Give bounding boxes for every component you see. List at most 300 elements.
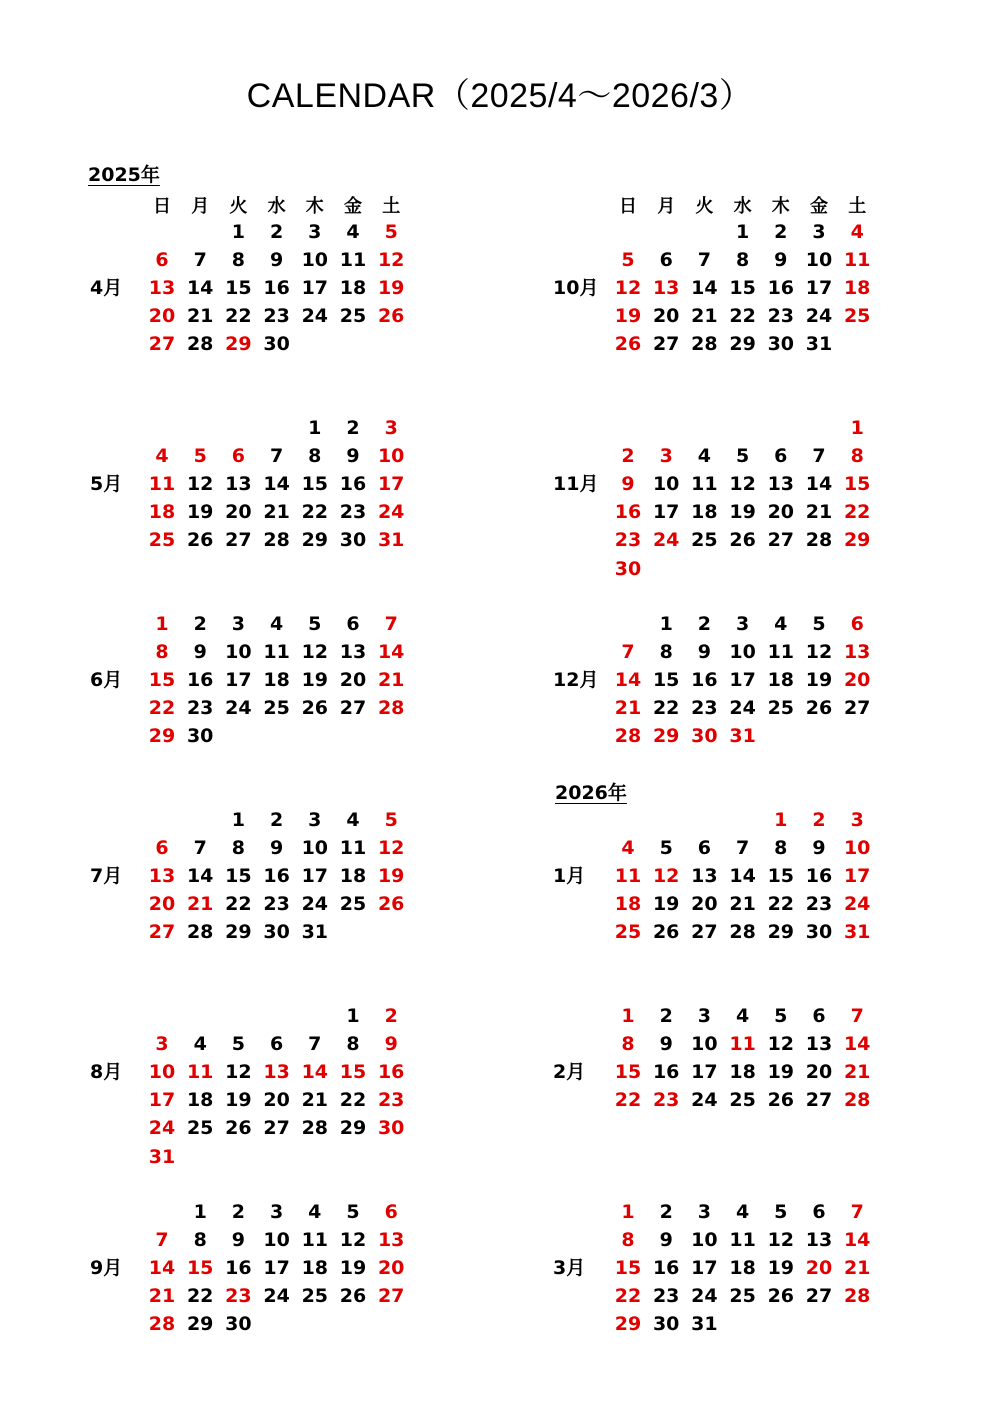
day-cell: 17 (691, 1257, 718, 1280)
day-cell: 17 (263, 1257, 290, 1280)
day-cell: 17 (377, 473, 405, 496)
day-cell: 28 (729, 921, 756, 944)
day-cell: 30 (691, 725, 718, 748)
day-cell: 6 (697, 837, 711, 860)
day-cell: 16 (614, 501, 642, 524)
day-cell: 30 (652, 1313, 680, 1336)
day-cell: 16 (652, 1061, 680, 1084)
weekday-label: 金 (810, 196, 828, 217)
day-cell: 19 (377, 865, 405, 888)
day-cell: 10 (691, 1033, 718, 1056)
day-cell: 23 (652, 1285, 680, 1308)
day-cell: 28 (301, 1117, 329, 1140)
day-cell: 28 (805, 529, 833, 552)
day-cell: 11 (339, 837, 367, 860)
day-cell: 29 (843, 529, 871, 552)
day-cell: 20 (805, 1061, 833, 1084)
day-cell: 5 (384, 221, 398, 243)
month-label: 4月 (90, 277, 123, 300)
month-label: 9月 (90, 1257, 123, 1280)
day-cell: 2 (346, 417, 360, 439)
day-cell: 31 (843, 921, 871, 944)
day-cell: 8 (850, 445, 864, 468)
day-cell: 10 (377, 445, 405, 468)
day-cell: 6 (812, 1005, 826, 1027)
day-cell: 15 (843, 473, 871, 496)
day-cell: 25 (729, 1285, 756, 1308)
day-cell: 25 (614, 921, 642, 944)
day-cell: 20 (148, 305, 176, 328)
day-cell: 17 (301, 865, 329, 888)
day-cell: 27 (843, 697, 871, 720)
day-cell: 28 (148, 1313, 176, 1336)
day-cell: 13 (652, 277, 680, 300)
day-cell: 9 (384, 1033, 398, 1056)
day-cell: 15 (225, 865, 252, 888)
month-label: 3月 (553, 1257, 586, 1280)
day-cell: 13 (691, 865, 718, 888)
day-cell: 21 (805, 501, 833, 524)
day-cell: 13 (377, 1229, 405, 1252)
day-cell: 24 (225, 697, 252, 720)
day-cell: 15 (186, 1257, 214, 1280)
day-cell: 2 (269, 809, 284, 831)
day-cell: 12 (652, 865, 680, 888)
day-cell: 8 (621, 1229, 635, 1252)
day-cell: 24 (729, 697, 756, 720)
day-cell: 25 (691, 529, 718, 552)
day-cell: 22 (614, 1285, 642, 1308)
day-cell: 4 (269, 613, 284, 635)
day-cell: 17 (729, 669, 756, 692)
day-cell: 23 (767, 305, 795, 328)
day-cell: 14 (614, 669, 642, 692)
day-cell: 7 (697, 249, 711, 272)
day-cell: 9 (269, 837, 284, 860)
day-cell: 15 (339, 1061, 367, 1084)
day-cell: 16 (805, 865, 833, 888)
day-cell: 10 (301, 837, 329, 860)
day-cell: 12 (377, 249, 405, 272)
day-cell: 25 (186, 1117, 214, 1140)
day-cell: 5 (346, 1201, 360, 1223)
day-cell: 11 (614, 865, 642, 888)
day-cell: 22 (186, 1285, 214, 1308)
day-cell: 13 (805, 1229, 833, 1252)
day-cell: 9 (697, 641, 711, 664)
day-cell: 3 (155, 1033, 169, 1056)
day-cell: 10 (691, 1229, 718, 1252)
day-cell: 23 (805, 893, 833, 916)
day-cell: 22 (652, 697, 680, 720)
day-cell: 2 (269, 221, 284, 243)
day-cell: 18 (767, 669, 795, 692)
day-cell: 16 (225, 1257, 252, 1280)
day-cell: 3 (308, 221, 322, 243)
day-cell: 20 (339, 669, 367, 692)
day-cell: 29 (339, 1117, 367, 1140)
day-cell: 21 (843, 1061, 871, 1084)
day-cell: 27 (691, 921, 718, 944)
day-cell: 3 (384, 417, 398, 439)
day-cell: 29 (767, 921, 795, 944)
weekday-label: 土 (848, 196, 867, 217)
day-cell: 16 (652, 1257, 680, 1280)
day-cell: 1 (308, 417, 322, 439)
day-cell: 12 (225, 1061, 252, 1084)
day-cell: 21 (729, 893, 756, 916)
month-label: 6月 (90, 669, 123, 692)
day-cell: 1 (346, 1005, 360, 1027)
day-cell: 8 (346, 1033, 360, 1056)
day-cell: 13 (767, 473, 795, 496)
day-cell: 26 (225, 1117, 252, 1140)
day-cell: 26 (729, 529, 756, 552)
day-cell: 6 (155, 249, 169, 272)
day-cell: 11 (843, 249, 871, 272)
day-cell: 10 (225, 641, 252, 664)
day-cell: 5 (621, 249, 635, 272)
day-cell: 17 (301, 277, 329, 300)
day-cell: 18 (186, 1089, 214, 1112)
day-cell: 5 (735, 445, 750, 468)
day-cell: 18 (729, 1257, 756, 1280)
day-cell: 18 (843, 277, 871, 300)
day-cell: 25 (339, 893, 367, 916)
day-cell: 2 (774, 221, 788, 243)
day-cell: 1 (155, 613, 169, 635)
day-cell: 4 (308, 1201, 322, 1223)
day-cell: 9 (346, 445, 360, 468)
day-cell: 9 (659, 1033, 673, 1056)
day-cell: 23 (377, 1089, 405, 1112)
day-cell: 12 (614, 277, 642, 300)
day-cell: 23 (339, 501, 367, 524)
day-cell: 29 (652, 725, 680, 748)
day-cell: 14 (805, 473, 833, 496)
day-cell: 6 (850, 613, 864, 635)
day-cell: 16 (263, 277, 290, 300)
day-cell: 19 (301, 669, 329, 692)
day-cell: 13 (805, 1033, 833, 1056)
day-cell: 22 (225, 305, 252, 328)
day-cell: 12 (729, 473, 756, 496)
day-cell: 24 (301, 305, 329, 328)
day-cell: 16 (767, 277, 795, 300)
day-cell: 5 (384, 809, 398, 831)
day-cell: 7 (155, 1229, 169, 1252)
day-cell: 22 (301, 501, 329, 524)
day-cell: 26 (767, 1089, 795, 1112)
day-cell: 3 (735, 613, 750, 635)
day-cell: 15 (614, 1061, 642, 1084)
day-cell: 25 (767, 697, 795, 720)
day-cell: 2 (231, 1201, 245, 1223)
day-cell: 27 (652, 333, 680, 356)
day-cell: 14 (301, 1061, 329, 1084)
day-cell: 4 (193, 1033, 207, 1056)
day-cell: 30 (263, 333, 290, 356)
day-cell: 7 (735, 837, 750, 860)
day-cell: 5 (774, 1201, 788, 1223)
day-cell: 14 (843, 1229, 871, 1252)
day-cell: 6 (269, 1033, 284, 1056)
day-cell: 11 (691, 473, 718, 496)
day-cell: 24 (652, 529, 680, 552)
day-cell: 24 (301, 893, 329, 916)
day-cell: 18 (691, 501, 718, 524)
day-cell: 1 (659, 613, 673, 635)
day-cell: 21 (148, 1285, 176, 1308)
day-cell: 15 (148, 669, 176, 692)
month-label: 5月 (90, 473, 123, 496)
weekday-label: 水 (267, 196, 286, 217)
day-cell: 20 (377, 1257, 405, 1280)
weekday-label: 金 (344, 196, 362, 217)
day-cell: 13 (843, 641, 871, 664)
day-cell: 9 (193, 641, 207, 664)
day-cell: 5 (812, 613, 826, 635)
day-cell: 29 (225, 921, 252, 944)
day-cell: 22 (729, 305, 756, 328)
day-cell: 4 (735, 1005, 750, 1027)
day-cell: 17 (148, 1089, 176, 1112)
day-cell: 27 (805, 1089, 833, 1112)
day-cell: 27 (339, 697, 367, 720)
day-cell: 6 (231, 445, 245, 468)
day-cell: 4 (155, 445, 169, 468)
day-cell: 28 (614, 725, 642, 748)
day-cell: 20 (767, 501, 795, 524)
day-cell: 14 (148, 1257, 176, 1280)
day-cell: 26 (301, 697, 329, 720)
day-cell: 21 (614, 697, 642, 720)
day-cell: 24 (843, 893, 871, 916)
day-cell: 12 (301, 641, 329, 664)
day-cell: 28 (843, 1089, 871, 1112)
day-cell: 28 (843, 1285, 871, 1308)
day-cell: 30 (377, 1117, 405, 1140)
day-cell: 25 (843, 305, 871, 328)
day-cell: 30 (339, 529, 367, 552)
day-cell: 23 (263, 893, 290, 916)
day-cell: 14 (691, 277, 718, 300)
day-cell: 27 (767, 529, 795, 552)
day-cell: 22 (148, 697, 176, 720)
day-cell: 25 (339, 305, 367, 328)
day-cell: 10 (805, 249, 833, 272)
day-cell: 12 (767, 1229, 795, 1252)
day-cell: 6 (384, 1201, 398, 1223)
day-cell: 19 (225, 1089, 252, 1112)
day-cell: 26 (377, 893, 405, 916)
day-cell: 10 (148, 1061, 176, 1084)
month-label: 1月 (553, 865, 586, 888)
day-cell: 21 (843, 1257, 871, 1280)
day-cell: 22 (225, 893, 252, 916)
weekday-label: 土 (382, 196, 401, 217)
day-cell: 7 (193, 837, 207, 860)
month-label: 2月 (553, 1061, 586, 1084)
day-cell: 7 (850, 1201, 864, 1223)
day-cell: 8 (621, 1033, 635, 1056)
day-cell: 12 (767, 1033, 795, 1056)
day-cell: 19 (729, 501, 756, 524)
day-cell: 27 (805, 1285, 833, 1308)
day-cell: 31 (377, 529, 405, 552)
day-cell: 6 (346, 613, 360, 635)
day-cell: 28 (186, 333, 214, 356)
day-cell: 1 (621, 1201, 635, 1223)
day-cell: 3 (308, 809, 322, 831)
day-cell: 23 (652, 1089, 680, 1112)
day-cell: 31 (148, 1145, 176, 1168)
day-cell: 11 (148, 473, 176, 496)
day-cell: 7 (193, 249, 207, 272)
day-cell: 11 (263, 641, 290, 664)
day-cell: 7 (269, 445, 284, 468)
day-cell: 9 (269, 249, 284, 272)
day-cell: 16 (186, 669, 214, 692)
day-cell: 3 (697, 1005, 711, 1027)
day-cell: 24 (805, 305, 833, 328)
day-cell: 21 (263, 501, 290, 524)
day-cell: 1 (193, 1201, 207, 1223)
day-cell: 20 (225, 501, 252, 524)
day-cell: 30 (805, 921, 833, 944)
day-cell: 11 (767, 641, 795, 664)
day-cell: 25 (263, 697, 290, 720)
day-cell: 12 (377, 837, 405, 860)
day-cell: 10 (263, 1229, 290, 1252)
day-cell: 19 (186, 501, 214, 524)
month-label: 12月 (553, 669, 599, 692)
day-cell: 6 (774, 445, 788, 468)
month-label: 10月 (553, 277, 599, 300)
day-cell: 15 (614, 1257, 642, 1280)
day-cell: 6 (659, 249, 673, 272)
day-cell: 29 (301, 529, 329, 552)
day-cell: 21 (377, 669, 405, 692)
weekday-label: 月 (191, 196, 210, 217)
day-cell: 24 (263, 1285, 290, 1308)
day-cell: 7 (850, 1005, 864, 1027)
day-cell: 13 (339, 641, 367, 664)
weekday-label: 火 (695, 196, 714, 217)
day-cell: 1 (735, 221, 750, 243)
day-cell: 16 (377, 1061, 405, 1084)
day-cell: 27 (225, 529, 252, 552)
day-cell: 3 (659, 445, 673, 468)
day-cell: 4 (621, 837, 635, 860)
day-cell: 11 (301, 1229, 329, 1252)
day-cell: 8 (774, 837, 788, 860)
day-cell: 18 (729, 1061, 756, 1084)
day-cell: 19 (377, 277, 405, 300)
day-cell: 2 (659, 1201, 673, 1223)
day-cell: 2 (384, 1005, 398, 1027)
day-cell: 4 (735, 1201, 750, 1223)
day-cell: 4 (346, 221, 360, 243)
day-cell: 19 (652, 893, 680, 916)
weekday-label: 水 (733, 196, 752, 217)
day-cell: 5 (659, 837, 673, 860)
day-cell: 5 (193, 445, 207, 468)
day-cell: 3 (850, 809, 864, 831)
day-cell: 28 (691, 333, 718, 356)
day-cell: 14 (729, 865, 756, 888)
month-label: 11月 (553, 473, 599, 496)
day-cell: 28 (186, 921, 214, 944)
day-cell: 13 (148, 277, 176, 300)
day-cell: 4 (346, 809, 360, 831)
day-cell: 14 (377, 641, 405, 664)
day-cell: 22 (614, 1089, 642, 1112)
day-cell: 23 (225, 1285, 252, 1308)
day-cell: 4 (774, 613, 788, 635)
day-cell: 27 (148, 921, 176, 944)
day-cell: 8 (308, 445, 322, 468)
day-cell: 26 (339, 1285, 367, 1308)
day-cell: 2 (697, 613, 711, 635)
month-label: 7月 (90, 865, 123, 888)
day-cell: 29 (729, 333, 756, 356)
day-cell: 11 (729, 1033, 756, 1056)
day-cell: 5 (231, 1033, 245, 1056)
day-cell: 28 (263, 529, 290, 552)
day-cell: 13 (263, 1061, 290, 1084)
day-cell: 19 (805, 669, 833, 692)
day-cell: 25 (729, 1089, 756, 1112)
day-cell: 13 (225, 473, 252, 496)
day-cell: 7 (812, 445, 826, 468)
day-cell: 14 (186, 277, 214, 300)
day-cell: 18 (614, 893, 642, 916)
day-cell: 9 (231, 1229, 245, 1252)
day-cell: 8 (735, 249, 750, 272)
day-cell: 18 (301, 1257, 329, 1280)
day-cell: 2 (812, 809, 826, 831)
day-cell: 24 (377, 501, 405, 524)
day-cell: 30 (225, 1313, 252, 1336)
day-cell: 17 (225, 669, 252, 692)
day-cell: 15 (225, 277, 252, 300)
day-cell: 8 (659, 641, 673, 664)
day-cell: 30 (186, 725, 214, 748)
day-cell: 31 (301, 921, 329, 944)
day-cell: 18 (339, 865, 367, 888)
day-cell: 3 (812, 221, 826, 243)
day-cell: 23 (691, 697, 718, 720)
day-cell: 1 (774, 809, 788, 831)
page-title: CALENDAR（2025/4～2026/3） (246, 77, 754, 115)
day-cell: 16 (691, 669, 718, 692)
day-cell: 21 (691, 305, 718, 328)
day-cell: 31 (805, 333, 833, 356)
day-cell: 15 (301, 473, 329, 496)
day-cell: 5 (774, 1005, 788, 1027)
day-cell: 22 (339, 1089, 367, 1112)
day-cell: 24 (691, 1089, 718, 1112)
day-cell: 7 (308, 1033, 322, 1056)
day-cell: 8 (193, 1229, 207, 1252)
day-cell: 3 (697, 1201, 711, 1223)
day-cell: 9 (659, 1229, 673, 1252)
day-cell: 11 (339, 249, 367, 272)
day-cell: 7 (384, 613, 398, 635)
day-cell: 26 (805, 697, 833, 720)
day-cell: 30 (263, 921, 290, 944)
